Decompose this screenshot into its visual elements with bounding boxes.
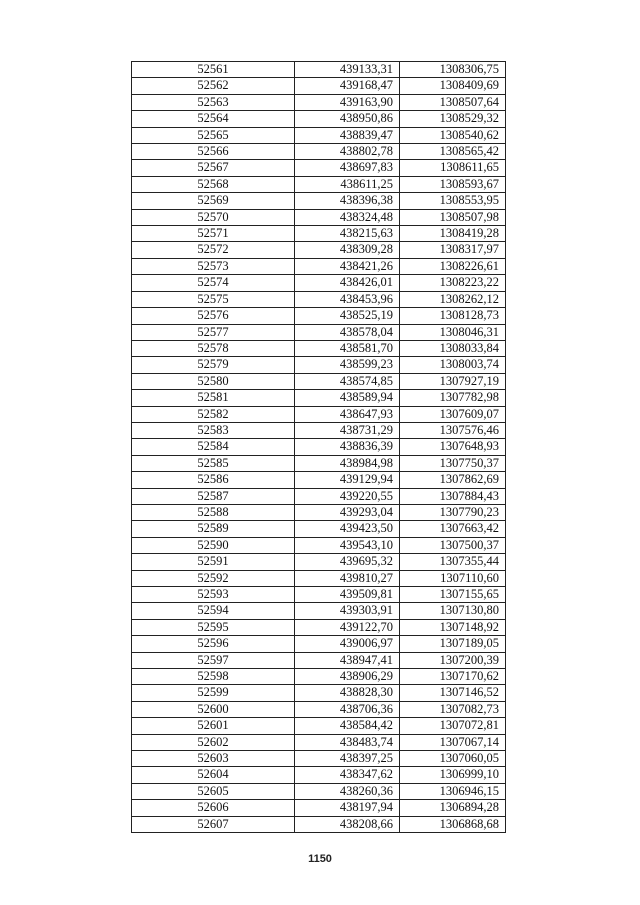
y-coordinate-cell: 1308565,42 (400, 144, 506, 160)
x-coordinate-cell: 438599,23 (295, 357, 400, 373)
point-id-cell: 52569 (132, 193, 295, 209)
x-coordinate-cell: 438426,01 (295, 275, 400, 291)
point-id-cell: 52576 (132, 308, 295, 324)
x-coordinate-cell: 438984,98 (295, 455, 400, 471)
table-row (132, 258, 506, 274)
point-id-cell: 52563 (132, 94, 295, 110)
y-coordinate-cell: 1307576,46 (400, 422, 506, 438)
point-id-cell: 52565 (132, 127, 295, 143)
x-coordinate-cell: 439423,50 (295, 521, 400, 537)
y-coordinate-cell: 1308611,65 (400, 160, 506, 176)
x-coordinate-cell: 438309,28 (295, 242, 400, 258)
y-coordinate-cell: 1308226,61 (400, 258, 506, 274)
x-coordinate-cell: 439006,97 (295, 636, 400, 652)
point-id-cell: 52604 (132, 767, 295, 783)
point-id-cell: 52594 (132, 603, 295, 619)
x-coordinate-cell: 439133,31 (295, 62, 400, 78)
x-coordinate-cell: 439543,10 (295, 537, 400, 553)
table-row (132, 701, 506, 717)
y-coordinate-cell: 1308033,84 (400, 340, 506, 356)
table-row (132, 504, 506, 520)
y-coordinate-cell: 1308553,95 (400, 193, 506, 209)
table-row (132, 340, 506, 356)
table-row (132, 275, 506, 291)
y-coordinate-cell: 1307500,37 (400, 537, 506, 553)
point-id-cell: 52602 (132, 734, 295, 750)
x-coordinate-cell: 438396,38 (295, 193, 400, 209)
point-id-cell: 52605 (132, 783, 295, 799)
y-coordinate-cell: 1308419,28 (400, 226, 506, 242)
table-row (132, 439, 506, 455)
x-coordinate-cell: 438260,36 (295, 783, 400, 799)
y-coordinate-cell: 1306894,28 (400, 800, 506, 816)
table-row (132, 127, 506, 143)
y-coordinate-cell: 1307072,81 (400, 718, 506, 734)
x-coordinate-cell: 438706,36 (295, 701, 400, 717)
y-coordinate-cell: 1308507,98 (400, 209, 506, 225)
y-coordinate-cell: 1306868,68 (400, 816, 506, 832)
table-row (132, 570, 506, 586)
point-id-cell: 52588 (132, 504, 295, 520)
table-row (132, 472, 506, 488)
table-row (132, 587, 506, 603)
y-coordinate-cell: 1307782,98 (400, 390, 506, 406)
x-coordinate-cell: 438697,83 (295, 160, 400, 176)
point-id-cell: 52606 (132, 800, 295, 816)
point-id-cell: 52568 (132, 176, 295, 192)
y-coordinate-cell: 1307609,07 (400, 406, 506, 422)
point-id-cell: 52581 (132, 390, 295, 406)
y-coordinate-cell: 1308529,32 (400, 111, 506, 127)
x-coordinate-cell: 439163,90 (295, 94, 400, 110)
point-id-cell: 52595 (132, 619, 295, 635)
point-id-cell: 52561 (132, 62, 295, 78)
table-row (132, 160, 506, 176)
x-coordinate-cell: 439122,70 (295, 619, 400, 635)
table-row (132, 636, 506, 652)
coordinates-table-body (132, 62, 506, 833)
y-coordinate-cell: 1307355,44 (400, 554, 506, 570)
point-id-cell: 52582 (132, 406, 295, 422)
y-coordinate-cell: 1307148,92 (400, 619, 506, 635)
x-coordinate-cell: 438324,48 (295, 209, 400, 225)
x-coordinate-cell: 438828,30 (295, 685, 400, 701)
point-id-cell: 52570 (132, 209, 295, 225)
x-coordinate-cell: 438197,94 (295, 800, 400, 816)
x-coordinate-cell: 438215,63 (295, 226, 400, 242)
point-id-cell: 52574 (132, 275, 295, 291)
x-coordinate-cell: 439509,81 (295, 587, 400, 603)
table-row (132, 767, 506, 783)
table-row (132, 373, 506, 389)
y-coordinate-cell: 1307110,60 (400, 570, 506, 586)
x-coordinate-cell: 439168,47 (295, 78, 400, 94)
table-row (132, 193, 506, 209)
y-coordinate-cell: 1306946,15 (400, 783, 506, 799)
y-coordinate-cell: 1308003,74 (400, 357, 506, 373)
y-coordinate-cell: 1307170,62 (400, 669, 506, 685)
x-coordinate-cell: 438581,70 (295, 340, 400, 356)
x-coordinate-cell: 438525,19 (295, 308, 400, 324)
table-row (132, 734, 506, 750)
y-coordinate-cell: 1307200,39 (400, 652, 506, 668)
point-id-cell: 52579 (132, 357, 295, 373)
x-coordinate-cell: 438947,41 (295, 652, 400, 668)
y-coordinate-cell: 1307067,14 (400, 734, 506, 750)
y-coordinate-cell: 1308409,69 (400, 78, 506, 94)
x-coordinate-cell: 438906,29 (295, 669, 400, 685)
x-coordinate-cell: 438584,42 (295, 718, 400, 734)
point-id-cell: 52592 (132, 570, 295, 586)
y-coordinate-cell: 1307862,69 (400, 472, 506, 488)
y-coordinate-cell: 1307648,93 (400, 439, 506, 455)
x-coordinate-cell: 438731,29 (295, 422, 400, 438)
table-row (132, 324, 506, 340)
page-number: 1150 (308, 853, 332, 865)
point-id-cell: 52596 (132, 636, 295, 652)
point-id-cell: 52583 (132, 422, 295, 438)
table-row (132, 144, 506, 160)
x-coordinate-cell: 438397,25 (295, 751, 400, 767)
x-coordinate-cell: 438421,26 (295, 258, 400, 274)
point-id-cell: 52564 (132, 111, 295, 127)
point-id-cell: 52607 (132, 816, 295, 832)
table-row (132, 176, 506, 192)
x-coordinate-cell: 438647,93 (295, 406, 400, 422)
y-coordinate-cell: 1307155,65 (400, 587, 506, 603)
point-id-cell: 52597 (132, 652, 295, 668)
table-row (132, 816, 506, 832)
table-row (132, 455, 506, 471)
table-row (132, 357, 506, 373)
table-row (132, 669, 506, 685)
x-coordinate-cell: 438839,47 (295, 127, 400, 143)
y-coordinate-cell: 1307884,43 (400, 488, 506, 504)
y-coordinate-cell: 1308046,31 (400, 324, 506, 340)
point-id-cell: 52572 (132, 242, 295, 258)
table-row (132, 390, 506, 406)
y-coordinate-cell: 1307663,42 (400, 521, 506, 537)
table-row (132, 537, 506, 553)
point-id-cell: 52603 (132, 751, 295, 767)
point-id-cell: 52578 (132, 340, 295, 356)
point-id-cell: 52598 (132, 669, 295, 685)
y-coordinate-cell: 1308262,12 (400, 291, 506, 307)
x-coordinate-cell: 438802,78 (295, 144, 400, 160)
table-row (132, 291, 506, 307)
point-id-cell: 52566 (132, 144, 295, 160)
x-coordinate-cell: 438836,39 (295, 439, 400, 455)
x-coordinate-cell: 438483,74 (295, 734, 400, 750)
table-row (132, 521, 506, 537)
point-id-cell: 52590 (132, 537, 295, 553)
table-row (132, 603, 506, 619)
point-id-cell: 52599 (132, 685, 295, 701)
point-id-cell: 52586 (132, 472, 295, 488)
point-id-cell: 52600 (132, 701, 295, 717)
point-id-cell: 52562 (132, 78, 295, 94)
table-row (132, 111, 506, 127)
y-coordinate-cell: 1307082,73 (400, 701, 506, 717)
table-row (132, 554, 506, 570)
point-id-cell: 52589 (132, 521, 295, 537)
y-coordinate-cell: 1307927,19 (400, 373, 506, 389)
y-coordinate-cell: 1307790,23 (400, 504, 506, 520)
y-coordinate-cell: 1307189,05 (400, 636, 506, 652)
table-row (132, 718, 506, 734)
table-row (132, 78, 506, 94)
table-row (132, 308, 506, 324)
y-coordinate-cell: 1306999,10 (400, 767, 506, 783)
x-coordinate-cell: 439695,32 (295, 554, 400, 570)
y-coordinate-cell: 1308317,97 (400, 242, 506, 258)
point-id-cell: 52601 (132, 718, 295, 734)
table-row (132, 800, 506, 816)
x-coordinate-cell: 438208,66 (295, 816, 400, 832)
x-coordinate-cell: 439293,04 (295, 504, 400, 520)
point-id-cell: 52573 (132, 258, 295, 274)
x-coordinate-cell: 439129,94 (295, 472, 400, 488)
x-coordinate-cell: 438611,25 (295, 176, 400, 192)
table-row (132, 783, 506, 799)
x-coordinate-cell: 438589,94 (295, 390, 400, 406)
point-id-cell: 52593 (132, 587, 295, 603)
point-id-cell: 52587 (132, 488, 295, 504)
y-coordinate-cell: 1308507,64 (400, 94, 506, 110)
y-coordinate-cell: 1308540,62 (400, 127, 506, 143)
table-row (132, 406, 506, 422)
table-row (132, 209, 506, 225)
point-id-cell: 52577 (132, 324, 295, 340)
table-row (132, 422, 506, 438)
x-coordinate-cell: 439810,27 (295, 570, 400, 586)
x-coordinate-cell: 438950,86 (295, 111, 400, 127)
table-row (132, 751, 506, 767)
x-coordinate-cell: 438578,04 (295, 324, 400, 340)
point-id-cell: 52575 (132, 291, 295, 307)
y-coordinate-cell: 1307750,37 (400, 455, 506, 471)
y-coordinate-cell: 1308223,22 (400, 275, 506, 291)
coordinates-table (131, 61, 506, 833)
point-id-cell: 52567 (132, 160, 295, 176)
x-coordinate-cell: 438453,96 (295, 291, 400, 307)
y-coordinate-cell: 1307146,52 (400, 685, 506, 701)
point-id-cell: 52585 (132, 455, 295, 471)
point-id-cell: 52571 (132, 226, 295, 242)
point-id-cell: 52584 (132, 439, 295, 455)
x-coordinate-cell: 438574,85 (295, 373, 400, 389)
table-row (132, 652, 506, 668)
y-coordinate-cell: 1307130,80 (400, 603, 506, 619)
table-row (132, 685, 506, 701)
table-row (132, 619, 506, 635)
y-coordinate-cell: 1308306,75 (400, 62, 506, 78)
table-row (132, 488, 506, 504)
x-coordinate-cell: 439220,55 (295, 488, 400, 504)
y-coordinate-cell: 1308128,73 (400, 308, 506, 324)
table-row (132, 62, 506, 78)
table-row (132, 226, 506, 242)
y-coordinate-cell: 1308593,67 (400, 176, 506, 192)
table-row (132, 242, 506, 258)
point-id-cell: 52591 (132, 554, 295, 570)
x-coordinate-cell: 439303,91 (295, 603, 400, 619)
table-row (132, 94, 506, 110)
point-id-cell: 52580 (132, 373, 295, 389)
y-coordinate-cell: 1307060,05 (400, 751, 506, 767)
x-coordinate-cell: 438347,62 (295, 767, 400, 783)
